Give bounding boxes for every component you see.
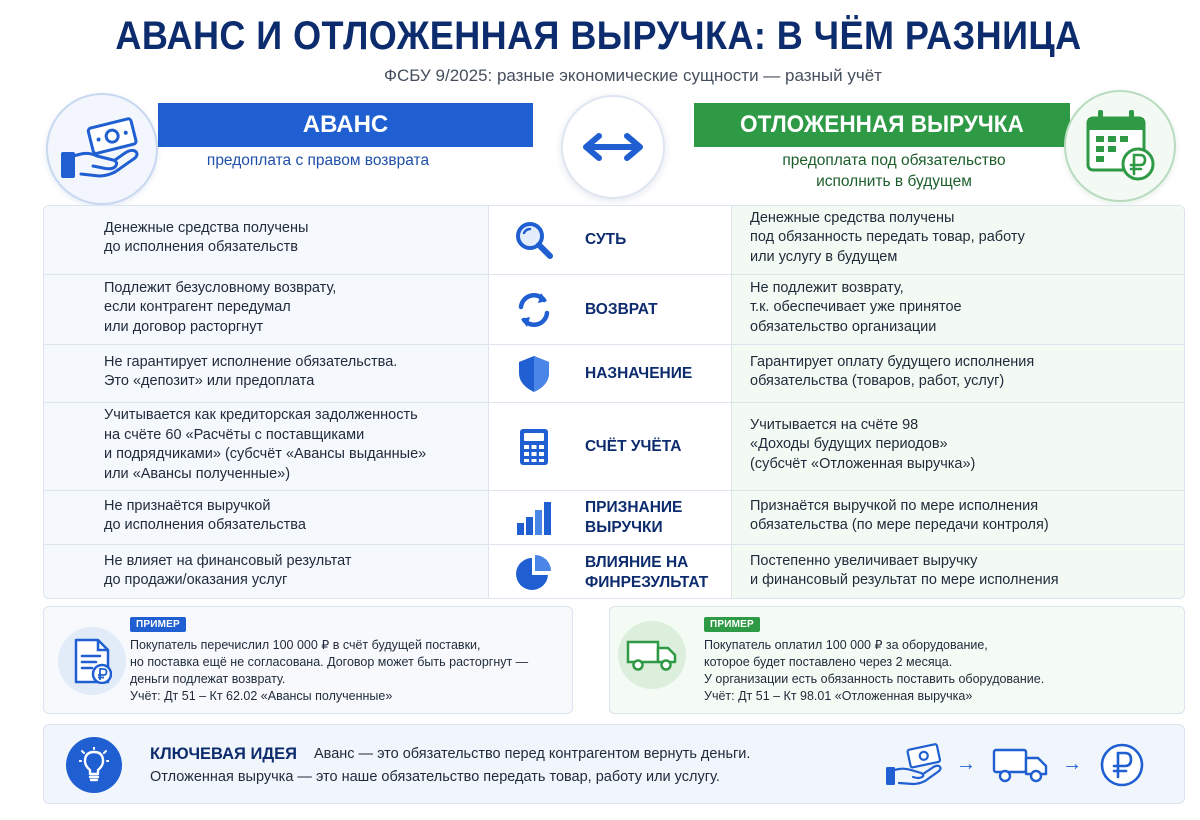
comparison-row: [44, 274, 1185, 344]
avans-cell: [44, 206, 488, 274]
avans-banner: АВАНС: [158, 103, 533, 147]
magnifier-icon: [513, 219, 555, 261]
deferred-revenue-cell-text: Не подлежит возврату, т.к. обеспечивает уже принятое обязательство организации: [750, 279, 962, 335]
example-line: Покупатель оплатил 100 000 ₽ за оборудование,: [704, 638, 988, 652]
avans-cell: [44, 345, 488, 402]
avans-cell: [44, 403, 488, 490]
comparison-row: [44, 402, 1185, 490]
comparison-row: [44, 544, 1185, 599]
truck-icon: [986, 735, 1056, 795]
example-text: [130, 637, 564, 705]
criterion-cell: [488, 403, 732, 490]
deferred-revenue-cell: [732, 403, 1185, 490]
example-line: но поставка ещё не согласована. Договор может быть расторгнут —: [130, 655, 529, 669]
example-line: деньги подлежат возврату.: [130, 672, 286, 686]
criterion-cell: [488, 345, 732, 402]
document-ruble-icon: [58, 627, 126, 695]
comparison-row: [44, 344, 1185, 402]
avans-cell: [44, 491, 488, 544]
avans-cell-text: Денежные средства получены до исполнения обязательств: [104, 219, 309, 255]
flow-arrow: →: [1062, 753, 1082, 775]
deferred-revenue-tagline-text: предоплата под обязательство исполнить в будущем: [782, 152, 1006, 190]
example-line: которое будет поставлено через 2 месяца.: [704, 655, 953, 669]
avans-cell-text: Не признаётся выручкой до исполнения обязательства: [104, 497, 306, 533]
shield-icon: [513, 353, 555, 395]
criterion-label: ПРИЗНАНИЕ ВЫРУЧКИ: [585, 499, 683, 536]
comparison-table: [43, 205, 1185, 599]
truck-icon: [618, 621, 686, 689]
page-subtitle: ФСБУ 9/2025: разные экономические сущности — разный учёт: [384, 66, 882, 85]
deferred-revenue-cell: [732, 491, 1185, 544]
example-badge: ПРИМЕР: [130, 617, 186, 632]
example-line: У организации есть обязанность поставить оборудование.: [704, 672, 1045, 686]
ruble-coin-icon: [1094, 735, 1150, 795]
criterion-label: СУТЬ: [585, 231, 627, 248]
deferred-revenue-cell: [732, 275, 1185, 344]
double-arrow-icon: [561, 95, 665, 199]
pie-chart-icon: [513, 552, 555, 594]
example-badge: ПРИМЕР: [704, 617, 760, 632]
deferred-revenue-cell-text: Постепенно увеличивает выручку и финансовый результат по мере исполнения: [750, 552, 1059, 588]
lightbulb-icon: [66, 737, 122, 793]
calculator-icon: [513, 426, 555, 468]
deferred-revenue-cell-text: Учитывается на счёте 98 «Доходы будущих периодов» (субсчёт «Отложенная выручка»): [750, 416, 976, 472]
deferred-revenue-cell: [732, 345, 1185, 402]
criterion-cell: [488, 275, 732, 344]
deferred-revenue-cell-text: Гарантирует оплату будущего исполнения обязательства (товаров, работ, услуг): [750, 353, 1035, 389]
criterion-label: ВОЗВРАТ: [585, 301, 658, 318]
example-posting: Учёт: Дт 51 – Кт 98.01 «Отложенная выручка»: [704, 689, 973, 703]
example-posting: Учёт: Дт 51 – Кт 62.02 «Авансы полученные»: [130, 689, 393, 703]
example-line: Покупатель перечислил 100 000 ₽ в счёт будущей поставки,: [130, 638, 481, 652]
deferred-revenue-cell: [732, 206, 1185, 274]
avans-cell-text: Не влияет на финансовый результат до продажи/оказания услуг: [104, 552, 352, 588]
criterion-label: ВЛИЯНИЕ НА ФИНРЕЗУЛЬТАТ: [585, 554, 709, 591]
deferred-revenue-cell: [732, 545, 1185, 599]
comparison-row: [44, 206, 1185, 274]
page-title: АВАНС И ОТЛОЖЕННАЯ ВЫРУЧКА: В ЧЁМ РАЗНИЦА: [115, 14, 1082, 58]
flow-arrow: →: [956, 753, 976, 775]
hand-money-icon: [880, 735, 950, 795]
criterion-cell: [488, 206, 732, 274]
deferred-revenue-banner: ОТЛОЖЕННАЯ ВЫРУЧКА: [694, 103, 1070, 147]
key-idea-line1: Аванс — это обязательство перед контрагентом вернуть деньги.: [314, 746, 751, 762]
avans-tagline: предоплата с правом возврата: [206, 152, 430, 169]
example-text: [704, 637, 1176, 705]
calendar-ruble-icon: [1064, 90, 1176, 202]
criterion-cell: [488, 545, 732, 599]
avans-cell: [44, 545, 488, 599]
avans-cell: [44, 275, 488, 344]
comparison-row: [44, 490, 1185, 544]
criterion-label: НАЗНАЧЕНИЕ: [585, 365, 693, 382]
bar-chart-icon: [513, 497, 555, 539]
example-deferred-revenue: [609, 606, 1185, 714]
key-idea-title: КЛЮЧЕВАЯ ИДЕЯ: [150, 745, 297, 763]
deferred-revenue-cell-text: Признаётся выручкой по мере исполнения обязательства (по мере передачи контроля): [750, 497, 1049, 533]
hand-with-money-icon: [46, 93, 158, 205]
key-idea-line2: Отложенная выручка — это наше обязательство передать товар, работу или услугу.: [150, 769, 720, 785]
criterion-cell: [488, 491, 732, 544]
deferred-revenue-cell-text: Денежные средства получены под обязанность передать товар, работу или услугу в будущем: [750, 209, 1025, 265]
key-idea: [43, 724, 1185, 804]
avans-cell-text: Подлежит безусловному возврату, если контрагент передумал или договор расторгнут: [104, 279, 337, 335]
criterion-label: СЧЁТ УЧЁТА: [585, 438, 682, 455]
deferred-revenue-tagline: [694, 150, 1094, 192]
avans-cell-text: Не гарантирует исполнение обязательства. Это «депозит» или предоплата: [104, 353, 398, 389]
refresh-icon: [513, 289, 555, 331]
example-avans: [43, 606, 573, 714]
avans-cell-text: Учитывается как кредиторская задолженность на счёте 60 «Расчёты с поставщиками и подрядчиками» (субсчёт «Авансы выданные» или «Авансы полученные»): [104, 407, 427, 482]
